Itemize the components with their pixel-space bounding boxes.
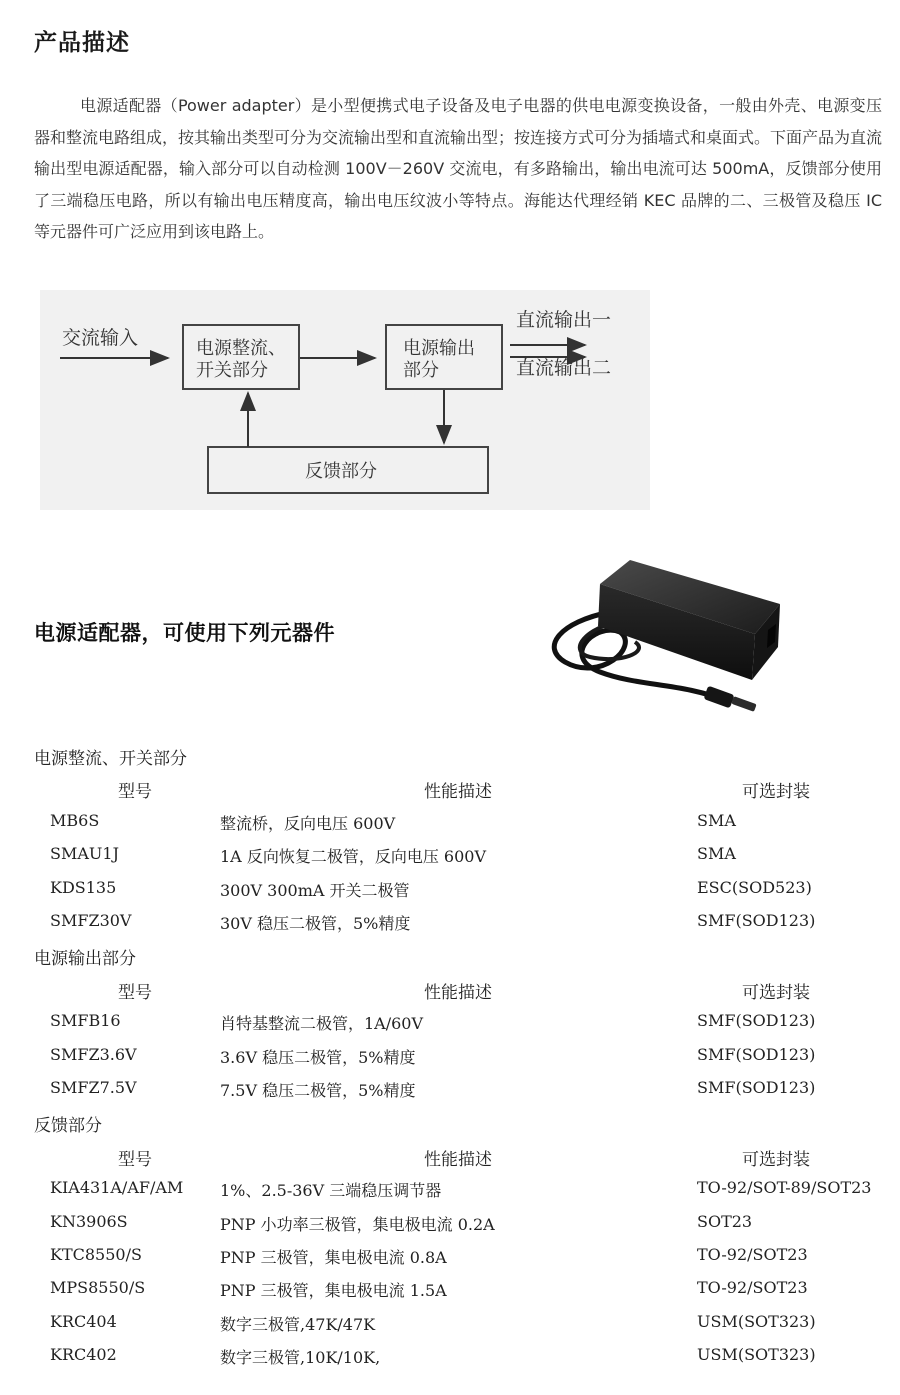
cell-package: ESC(SOD523)	[697, 877, 812, 897]
table-header-row	[0, 1145, 900, 1169]
header-model: 型号	[118, 982, 152, 1003]
section-title: 反馈部分	[34, 1116, 102, 1137]
cell-package: SMF(SOD123)	[697, 911, 816, 930]
table-row	[0, 1178, 900, 1202]
header-model: 型号	[118, 1149, 152, 1170]
cell-model: KDS135	[50, 877, 117, 897]
cell-desc: 30V 稳压二极管，5%精度	[220, 914, 411, 933]
header-desc: 性能描述	[424, 1149, 492, 1170]
table-header-row	[0, 777, 900, 801]
table-row	[0, 911, 900, 935]
table-row	[0, 811, 900, 835]
components-heading: 电源适配器，可使用下列元器件	[34, 621, 335, 645]
power-adapter-image	[540, 552, 790, 732]
cell-desc: PNP 三极管，集电极电流 0.8A	[220, 1248, 447, 1267]
cell-package: SMF(SOD123)	[697, 1044, 816, 1064]
cell-package: SOT23	[697, 1211, 753, 1231]
table-row	[0, 1245, 900, 1269]
cell-package: SMA	[697, 844, 736, 864]
table-row	[0, 1045, 900, 1069]
cell-package: USM(SOT323)	[697, 1311, 816, 1331]
cell-model: SMFZ3.6V	[50, 1044, 137, 1064]
output2-label: 直流输出二	[516, 357, 612, 379]
cell-package: SMF(SOD123)	[697, 1078, 816, 1097]
cell-model: KN3906S	[50, 1211, 128, 1231]
intro-paragraph: 电源适配器（Power adapter）是小型便携式电子设备及电子电器的供电电源变换设备，一般由外壳、电源变压器和整流电路组成，按其输出类型可分为交流输出型和直流输出型；按连接方式可分为插墙式和桌面式。下面产品为直流输出型电源适配器，输入部分可以自动检测 100V－260V 交流电，有多路输出，输出电流可达 500mA，反馈部分使用了三端稳压电路，所以有输出电压精度高，输出电压纹波小等特点。海能达代理经销 KEC 品牌的二、三极管及稳压 IC 等元器件可广泛应用到该电路上。	[34, 96, 883, 241]
cell-model: SMFZ7.5V	[50, 1078, 137, 1097]
cell-model: KRC402	[50, 1345, 117, 1365]
section-title: 电源整流、开关部分	[34, 749, 187, 769]
box1-line2: 开关部分	[196, 360, 268, 381]
box2-line2: 部分	[403, 360, 439, 381]
cell-package: SMF(SOD123)	[697, 1011, 816, 1031]
cell-model: KIA431A/AF/AM	[50, 1178, 184, 1198]
table-row	[0, 1312, 900, 1336]
output1-label: 直流输出一	[516, 309, 612, 331]
header-desc: 性能描述	[424, 782, 492, 803]
cell-package: SMA	[697, 810, 736, 830]
table-row	[0, 1078, 900, 1102]
cell-desc: PNP 小功率三极管，集电极电流 0.2A	[220, 1214, 495, 1234]
page-title: 产品描述	[34, 30, 130, 56]
cell-desc: 7.5V 稳压二极管，5%精度	[220, 1081, 416, 1100]
cell-model: KRC404	[50, 1311, 117, 1331]
header-package: 可选封装	[742, 982, 810, 1003]
block-diagram	[40, 290, 650, 510]
cell-model: MPS8550/S	[50, 1278, 146, 1298]
cell-model: SMFB16	[50, 1011, 121, 1031]
cell-desc: 数字三极管,47K/47K	[220, 1314, 376, 1334]
box1-line1: 电源整流、	[196, 338, 286, 359]
cell-package: USM(SOT323)	[697, 1345, 816, 1365]
header-package: 可选封装	[742, 782, 810, 803]
header-model: 型号	[118, 782, 152, 803]
cell-desc: 数字三极管,10K/10K,	[220, 1348, 381, 1368]
cell-desc: 3.6V 稳压二极管，5%精度	[220, 1047, 416, 1067]
cell-package: TO-92/SOT23	[697, 1278, 808, 1298]
diagram-input-label: 交流输入	[62, 327, 139, 349]
cell-desc: 1A 反向恢复二极管，反向电压 600V	[220, 847, 487, 867]
section-title: 电源输出部分	[34, 949, 136, 970]
cell-desc: 整流桥，反向电压 600V	[220, 813, 396, 833]
cell-package: TO-92/SOT23	[697, 1245, 808, 1264]
cell-desc: PNP 三极管，集电极电流 1.5A	[220, 1281, 447, 1301]
cell-desc: 1%、2.5-36V 三端稳压调节器	[220, 1181, 442, 1201]
cell-model: SMAU1J	[50, 844, 119, 864]
table-row	[0, 844, 900, 868]
table-row	[0, 878, 900, 902]
table-row	[0, 1212, 900, 1236]
cell-package: TO-92/SOT-89/SOT23	[697, 1178, 872, 1198]
cell-desc: 肖特基整流二极管，1A/60V	[220, 1014, 424, 1034]
header-package: 可选封装	[742, 1149, 810, 1170]
header-desc: 性能描述	[424, 982, 492, 1003]
box2-line1: 电源输出	[403, 338, 475, 359]
cell-model: MB6S	[50, 810, 100, 830]
cell-model: KTC8550/S	[50, 1245, 142, 1264]
cell-model: SMFZ30V	[50, 911, 132, 930]
cell-desc: 300V 300mA 开关二极管	[220, 880, 410, 900]
table-row	[0, 1278, 900, 1302]
table-row	[0, 1345, 900, 1369]
table-header-row	[0, 978, 900, 1002]
feedback-label: 反馈部分	[305, 461, 377, 482]
table-row	[0, 1011, 900, 1035]
